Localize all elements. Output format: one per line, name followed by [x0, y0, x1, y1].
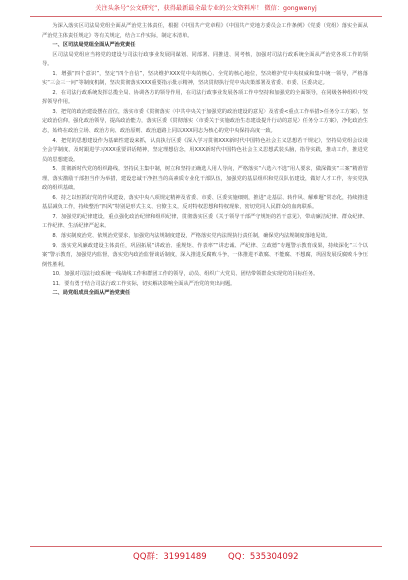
body-paragraph: 区司法局党组应当将党的建设与司法行政事业发展同谋划、同部署、同推进、同考核，加强对司法行政系统全面从严治党各项工作的领导。 [42, 51, 368, 68]
body-paragraph: 10．加强对司法行政系统一线战线工作和群团工作的领导，动员、组织广大党员、团结带领群众实现党的目标任务。 [52, 271, 319, 278]
section-heading: 二、局党组成员全面从严治党责任 [52, 290, 131, 297]
header-divider [30, 16, 382, 17]
body-paragraph: 8．落实制度治党、依规治党要求，加强党内法规制度建设，严格落实党内法规执行责任制，确保党内法规制度落地见效。 [52, 233, 331, 240]
page-header-banner: 关注头条号“公文研究”，获得最新最全最专业的公文资料库！ 微信：gongwenyj [95, 5, 317, 12]
footer-qq-group: QQ群：31991489 [133, 552, 207, 562]
section-heading: 一、区司法局党组全面从严治党责任 [52, 42, 136, 49]
body-paragraph: 7．加强党的纪律建设，重点强化政治纪律和组织纪律，贯彻落实区委《关于领导干部严守规矩的若干意见》，带动廉洁纪律、群众纪律、工作纪律、生活纪律严起来。 [42, 213, 368, 230]
document-body [42, 22, 368, 299]
page-footer [30, 550, 382, 564]
body-paragraph: 11．要有勇于结合司法行政工作实际，切实解决影响全面从严治党的突出问题。 [52, 280, 236, 287]
body-paragraph: 5．贯彻新时代党的组织路线，坚持民主集中制，树立和坚持正确选人用人导向，严格落实“六选六不选”用人要求，做深做实“三案”精准管理，落实激励干部担当作为举措，建设忠诚干净担当的高素质专业化干部队伍，加强党的基层组织和党员队伍建设，做好人才工作，夯实党执政的组织基础。 [42, 166, 368, 192]
footer-divider [30, 546, 382, 547]
body-paragraph: 6．持之以恒抓好党的作风建设，落实中央八项规定精神及省委、市委、区委实施细则，推进“走基层、转作风、解难题”常态化，持续推进基层减负工作，持续整治“四风”特别是形式主义、官僚主义，反对特权思想和特权现象，密切党同人民群众的血肉联系。 [42, 194, 368, 211]
body-paragraph: 9．落实党风廉政建设主体责任，巩固拓展“讲政治、重规矩、作表率”“讲忠诚、严纪律、立政德”专题警示教育成果，持续深化“三个以案”警示教育，加强党内监督，落实党内政治监督谈话制度，深入推进反腐败斗争，一体推进不敢腐、不能腐、不想腐，巩固发展反腐败斗争压倒性胜利。 [42, 242, 368, 268]
body-paragraph: 为深入落实区司法局党组全面从严治党主体责任，根据《中国共产党章程》《中国共产党地方委员会工作条例》《党委（党组）落实全面从严治党主体责任规定》等有关规定，结合工作实际，制定本清单。 [42, 23, 368, 39]
body-paragraph: 2．在司法行政系统发挥总揽全局、协调各方的领导作用，在司法行政事业发展各项工作中坚持和加强党的全面领导，在同级各种组织中发挥领导作用。 [42, 89, 368, 106]
body-paragraph: 1．增强“四个意识”，坚定“四个自信”，坚决维护XXX党中央的核心、全党的核心地位，坚决维护党中央权威和集中统一领导，严格落实“三会三一问”等制度机制，坚决贯彻落实XXX重要指示批示精神，坚决贯彻执行党中央决策部署及省委、市委、区委决定。 [42, 70, 368, 87]
footer-qq-number: QQ：535304092 [228, 552, 299, 562]
body-paragraph: 3．把党的政治建设摆在首位，落实市委《贯彻落实〈中共中央关于加强党的政治建设的意见〉及省委<重点工作举措>任务分工方案》，坚定政治信仰，强化政治领导，提高政治能力，落实区委《贯彻落实〈市委关于实施政治生态建设提升行动的意见〉任务分工方案》，净化政治生态，始终在政治立场、政治方向、政治原则、政治道路上同以XXX同志为核心的党中央保持高度一致。 [42, 108, 368, 135]
body-paragraph: 4．把党的思想建设作为基础性建设来抓，认真执行区委《深入学习贯彻XXX新时代中国特色社会主义思想若干规定》，坚持局党组会议谈全会学制度，及时跟进学习XXX重要讲话精神，坚定理想信念，用XXX新时代中国特色社会主义思想武装头脑，指导实践，推动工作，推进党员的思想建设。 [42, 137, 368, 163]
